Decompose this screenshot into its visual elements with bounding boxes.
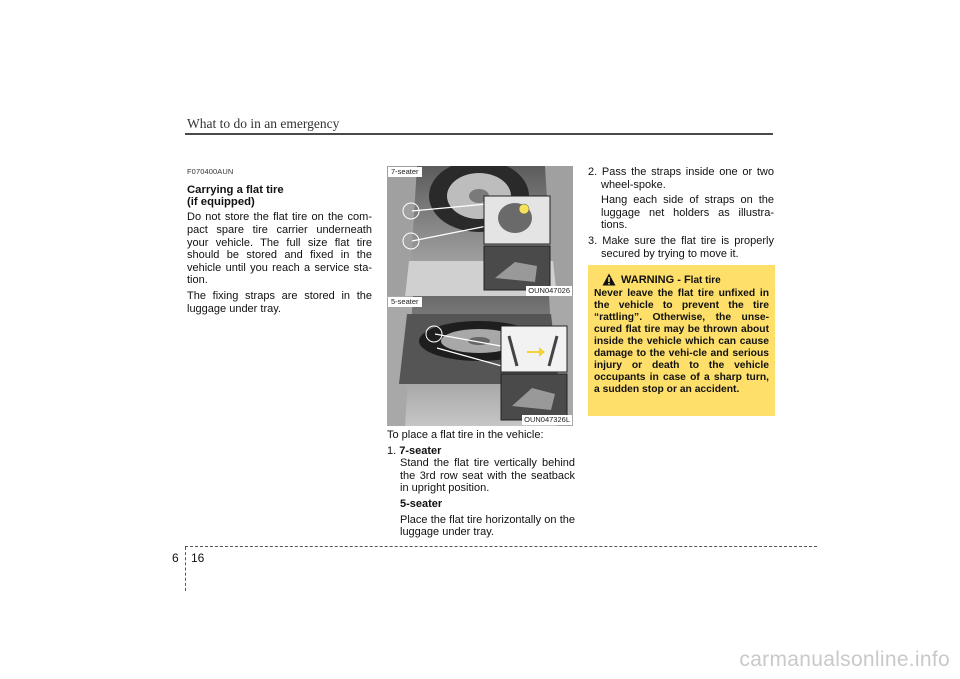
warning-title-prefix: WARNING - F <box>621 273 691 286</box>
section-heading-line2: (if equipped) <box>187 196 255 208</box>
footer-rule <box>185 546 817 547</box>
photo-label-5-seater: 5-seater <box>388 297 422 307</box>
step-1-label-7-seater: 7-seater <box>399 444 442 457</box>
step-1-label-5-seater: 5-seater <box>400 497 443 510</box>
footer-vertical-rule <box>185 547 186 591</box>
cargo-area-7-seater-illustration <box>387 166 573 297</box>
warning-title-suffix: lat tire <box>690 274 721 286</box>
paragraph-straps: The fixing straps are stored in the luggage under tray. <box>187 289 372 315</box>
warning-triangle-icon <box>602 273 616 286</box>
step-2-text: 2. Pass the straps inside one or two wheel-spoke. <box>588 166 774 191</box>
page-number: 16 <box>191 551 205 565</box>
warning-box <box>588 265 775 416</box>
paragraph-storage: Do not store the flat tire on the com-pact spare tire carrier underneath your vehicle. The full size flat tire should be stored and fixed in the vehicle until you reach a service sta-tion. <box>187 211 372 287</box>
step-1-text-5-seater: Place the flat tire horizontally on the luggage under tray. <box>400 513 575 539</box>
steps-intro: To place a flat tire in the vehicle: <box>387 429 544 441</box>
page-header-title: What to do in an emergency <box>187 116 340 131</box>
step-1-header <box>387 445 575 458</box>
photo-5-seater <box>387 296 573 426</box>
step-1-text-7-seater: Stand the flat tire vertically behind the 3rd row seat with the seatback in upright position. <box>400 457 575 495</box>
section-heading-line1: Carrying a flat tire <box>187 183 284 196</box>
step-1-number: 1. <box>387 444 397 457</box>
cargo-area-5-seater-illustration <box>387 296 573 426</box>
warning-header <box>602 273 769 286</box>
photo-7-seater <box>387 166 573 297</box>
watermark-text: carmanualsonline.info <box>739 648 950 671</box>
warning-title <box>621 274 721 286</box>
photo-label-7-seater: 7-seater <box>388 167 422 177</box>
warning-text: Never leave the flat tire unfixed in the vehicle to prevent the tire “rattling”. Otherwise, the unse-cured flat tire may be thrown about inside the vehicle which can cause damage to the vehi-cle and serious injury or death to the vehicle occupants in case of a sharp turn, a sudden stop or an accident. <box>594 288 769 395</box>
step-2-subtext: Hang each side of straps on the luggage net holders as illustra-tions. <box>601 194 774 232</box>
middle-column-steps <box>387 429 575 539</box>
chapter-number: 6 <box>172 551 179 565</box>
step-3-text: 3. Make sure the flat tire is properly secured by trying to move it. <box>588 234 774 260</box>
section-code: F070400AUN <box>187 167 234 176</box>
photo-code-7-seater: OUN047026 <box>528 286 570 295</box>
photo-code-5-seater: OUN047326L <box>524 415 570 424</box>
left-column <box>187 166 372 315</box>
header-rule <box>185 133 773 135</box>
right-column-steps <box>588 166 774 260</box>
